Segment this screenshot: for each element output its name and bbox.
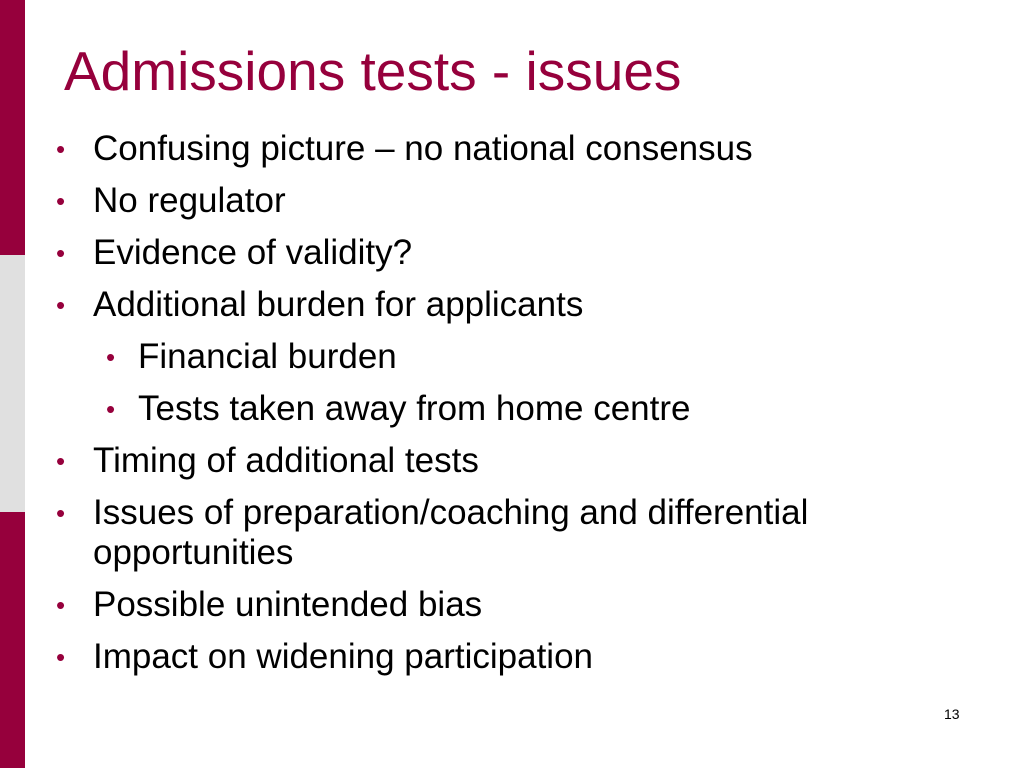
- bullet-text: Issues of preparation/coaching and differential opportunities: [93, 493, 809, 572]
- page-number: 13: [944, 706, 960, 722]
- bullet-text: Timing of additional tests: [93, 441, 479, 480]
- bullet-text: Confusing picture – no national consensus: [93, 129, 753, 168]
- bullet-text: Evidence of validity?: [93, 233, 413, 272]
- side-bar-middle: [0, 255, 25, 512]
- bullet-text: No regulator: [93, 181, 286, 220]
- sub-bullet-text: Tests taken away from home centre: [138, 389, 691, 428]
- bullet-icon: •: [56, 642, 66, 672]
- sub-bullet-text: Financial burden: [138, 337, 397, 376]
- bullet-item: [54, 637, 954, 677]
- sub-bullet-icon: •: [106, 394, 116, 424]
- bullet-icon: •: [56, 290, 66, 320]
- sub-bullet-icon: •: [106, 342, 116, 372]
- side-bar-top: [0, 0, 25, 255]
- bullet-item: [54, 129, 954, 169]
- bullet-item: [54, 181, 954, 221]
- bullet-text: Additional burden for applicants: [93, 285, 584, 324]
- bullet-item: [54, 585, 954, 625]
- bullet-item: [54, 285, 954, 325]
- bullet-icon: •: [56, 186, 66, 216]
- bullet-icon: •: [56, 134, 66, 164]
- bullet-icon: •: [56, 590, 66, 620]
- bullet-icon: •: [56, 446, 66, 476]
- bullet-list: [54, 129, 954, 689]
- bullet-item: [54, 493, 954, 573]
- bullet-item: [54, 441, 954, 481]
- bullet-item: [54, 233, 954, 273]
- slide-title: Admissions tests - issues: [64, 40, 682, 102]
- bullet-text: Impact on widening participation: [93, 637, 594, 676]
- side-bar-bottom: [0, 512, 25, 768]
- bullet-icon: •: [56, 498, 66, 528]
- bullet-text: Possible unintended bias: [93, 585, 483, 624]
- bullet-icon: •: [56, 238, 66, 268]
- sub-bullet-item: [54, 337, 954, 377]
- sub-bullet-item: [54, 389, 954, 429]
